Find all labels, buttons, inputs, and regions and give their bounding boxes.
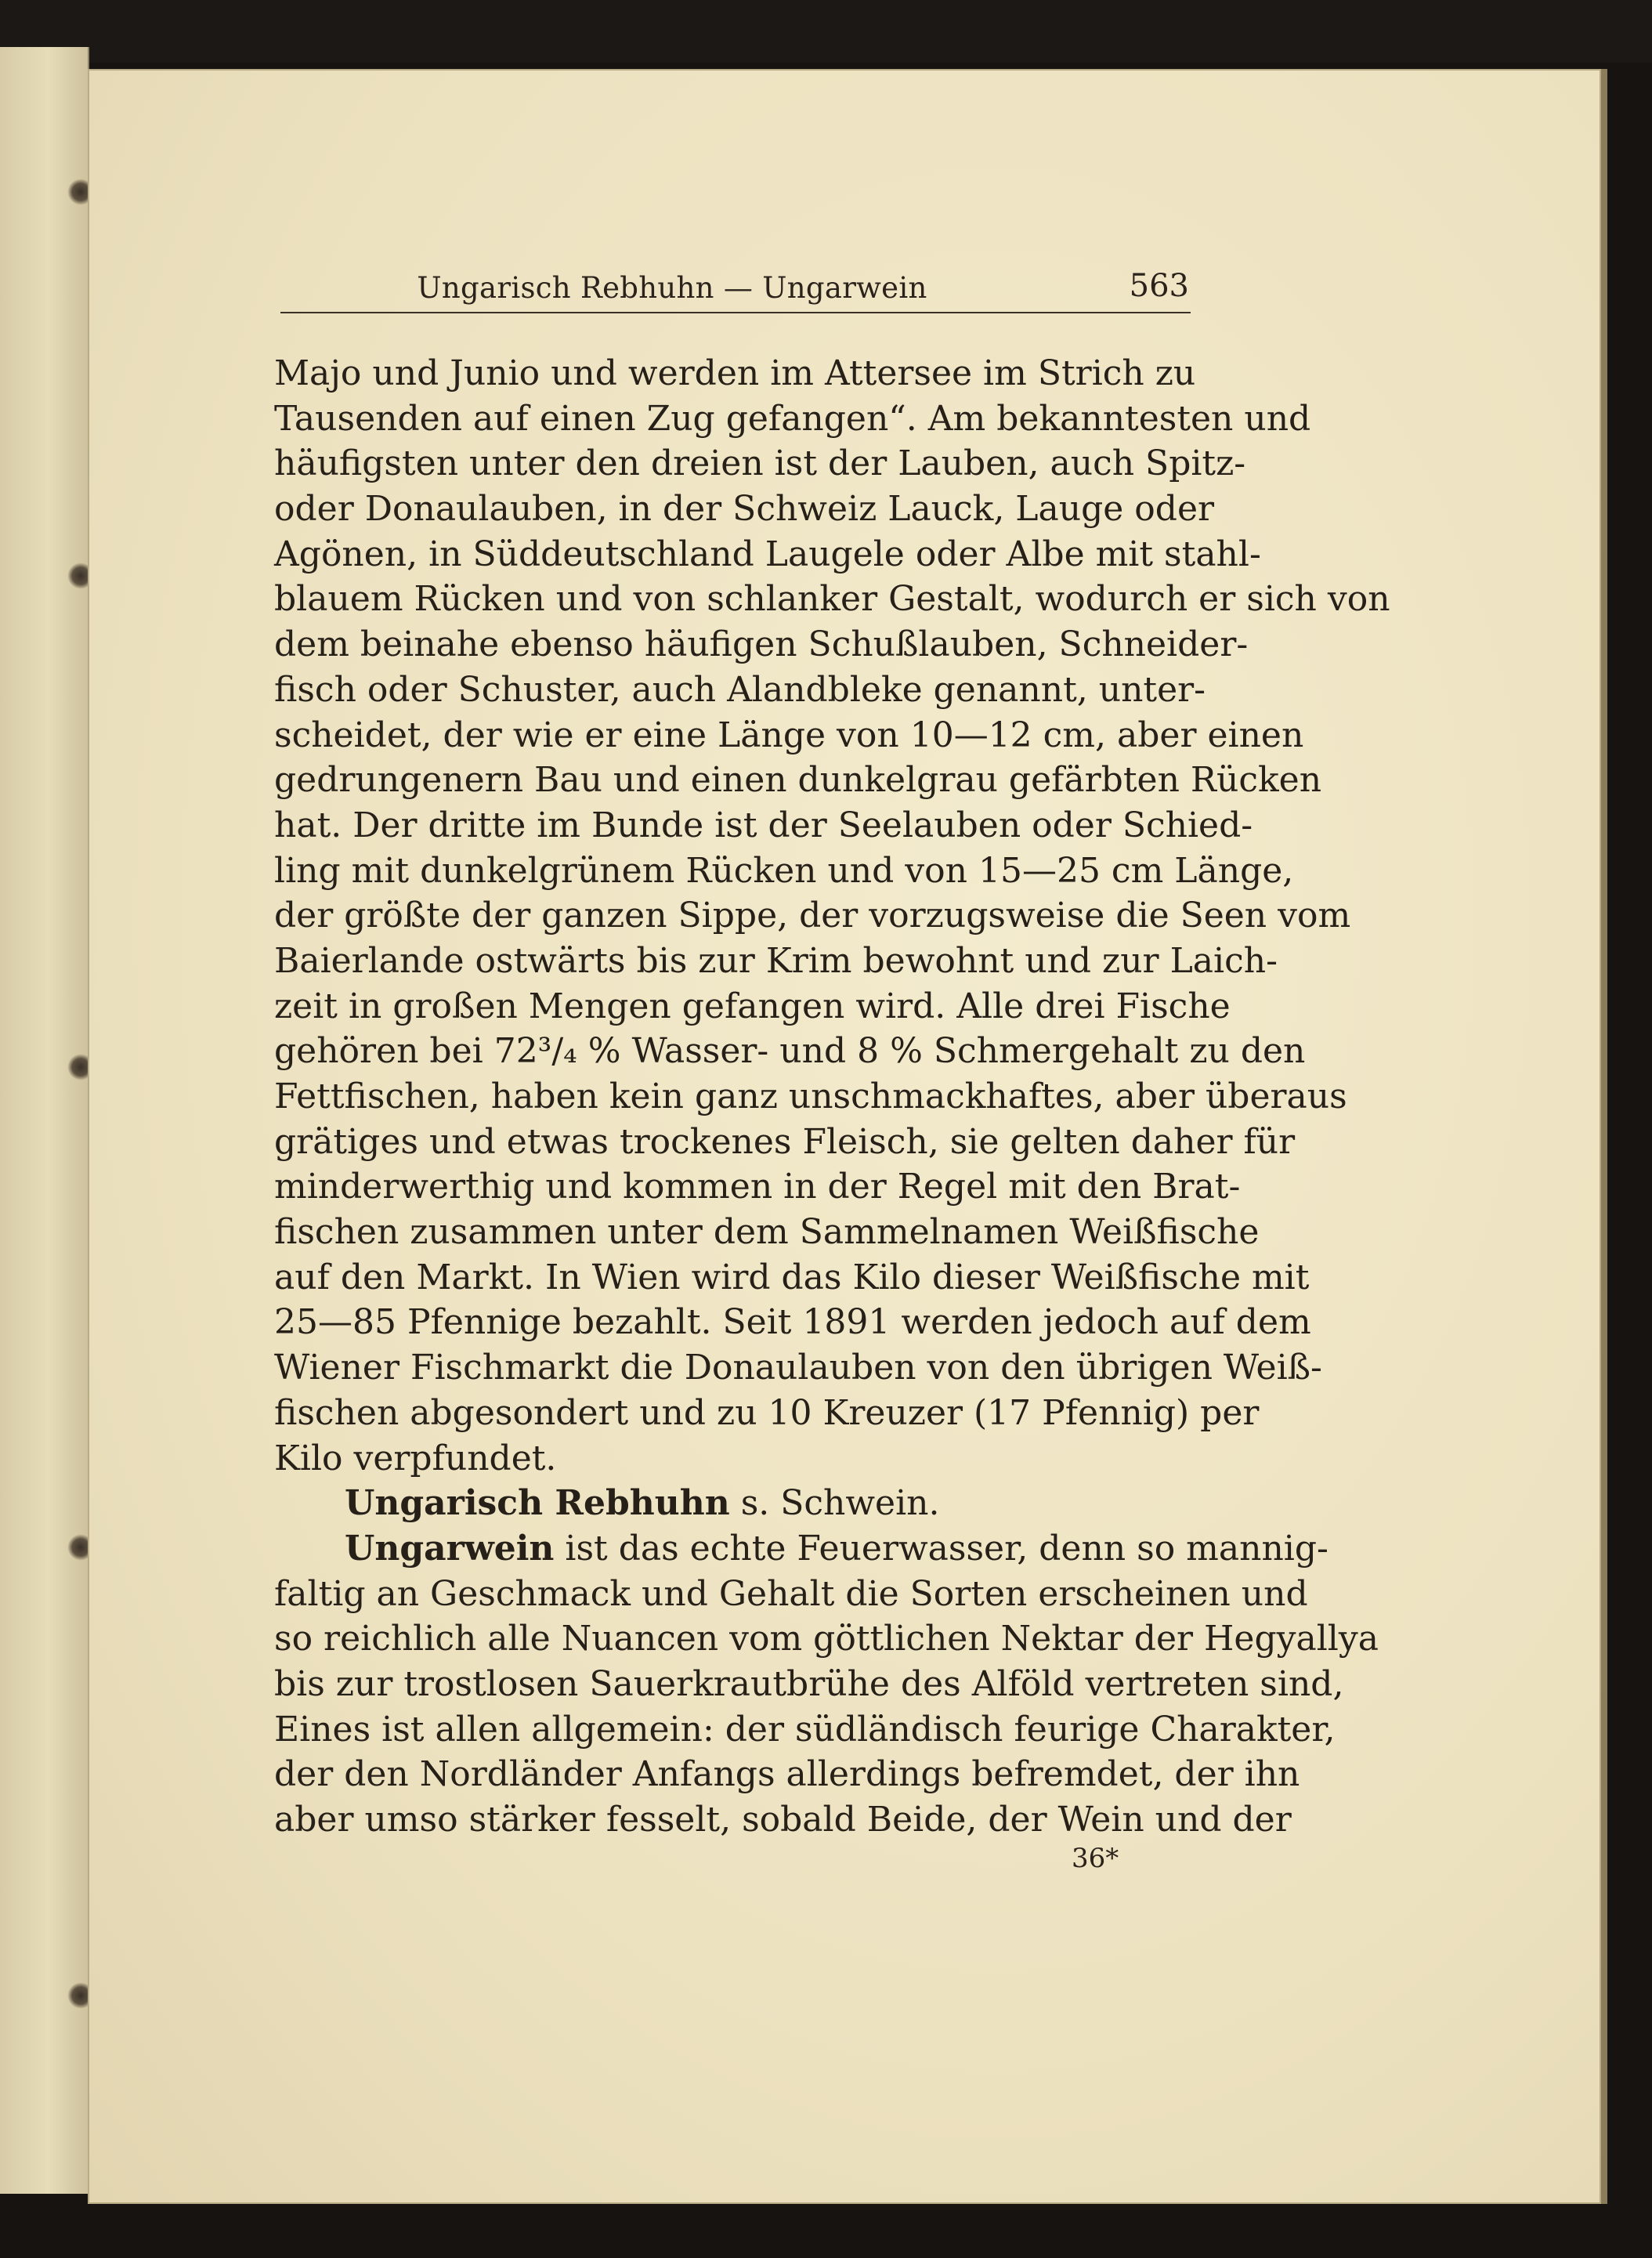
text-line: aber umso stärker fesselt, sobald Beide, der Wein und der	[274, 1800, 1292, 1840]
body-text	[274, 351, 1390, 1843]
text-line: der größte der ganzen Sippe, der vorzugsweise die Seen vom	[274, 896, 1351, 936]
page-number: 563	[1129, 268, 1189, 304]
signature-mark: 36*	[1072, 1843, 1119, 1874]
text-line: Eines ist allen allgemein: der südländisch feurige Charakter,	[274, 1709, 1336, 1750]
entry-term: Ungarisch Rebhuhn	[345, 1483, 730, 1524]
text-line: grätiges und etwas trockenes Fleisch, sie gelten daher für	[274, 1121, 1296, 1162]
text-line: hat. Der dritte im Bunde ist der Seelauben oder Schied-	[274, 805, 1253, 845]
facing-page-edge	[0, 47, 89, 2194]
text-line: oder Donaulauben, in der Schweiz Lauck, Lauge oder	[274, 489, 1215, 530]
text-line: gehören bei 72³/₄ % Wasser- und 8 % Schmergehalt zu den	[274, 1031, 1306, 1072]
page-header	[280, 263, 1191, 313]
text-line: faltig an Geschmack und Gehalt die Sorten erscheinen und	[274, 1573, 1308, 1614]
text-line: Tausenden auf einen Zug gefangen“. Am bekanntesten und	[274, 398, 1311, 439]
text-line: ling mit dunkelgrünem Rücken und von 15—25 cm Länge,	[274, 850, 1294, 891]
text-line: Agönen, in Süddeutschland Laugele oder Albe mit stahl-	[274, 534, 1261, 574]
text-line: fisch oder Schuster, auch Alandbleke genannt, unter-	[274, 669, 1206, 710]
text-line: Wiener Fischmarkt die Donaulauben von den übrigen Weiß-	[274, 1348, 1322, 1388]
text-line: häufigsten unter den dreien ist der Lauben, auch Spitz-	[274, 443, 1246, 484]
page-edge	[1601, 69, 1607, 2204]
entry-term: Ungarwein	[345, 1528, 555, 1569]
entry-text: ist das echte Feuerwasser, denn so mannig-	[554, 1528, 1328, 1569]
entry-text: s. Schwein.	[729, 1483, 940, 1524]
text-line: zeit in großen Mengen gefangen wird. Alle drei Fische	[274, 986, 1231, 1026]
text-line: auf den Markt. In Wien wird das Kilo dieser Weißfische mit	[274, 1257, 1310, 1297]
text-line: fischen zusammen unter dem Sammelnamen Weißfische	[274, 1212, 1260, 1253]
text-line: Majo und Junio und werden im Attersee im Strich zu	[274, 353, 1196, 393]
text-line: bis zur trostlosen Sauerkrautbrühe des Alföld vertreten sind,	[274, 1663, 1344, 1704]
running-head: Ungarisch Rebhuhn — Ungarwein	[417, 271, 927, 305]
text-line: so reichlich alle Nuancen vom göttlichen Nektar der Hegyallya	[274, 1619, 1379, 1659]
text-line: scheidet, der wie er eine Länge von 10—12 cm, aber einen	[274, 715, 1304, 755]
text-line: der den Nordländer Anfangs allerdings befremdet, der ihn	[274, 1754, 1300, 1795]
text-line: gedrungenern Bau und einen dunkelgrau gefärbten Rücken	[274, 760, 1322, 801]
entry-ungarwein	[274, 1526, 1328, 1572]
text-line: dem beinahe ebenso häufigen Schußlauben, Schneider-	[274, 624, 1249, 665]
text-line: minderwerthig und kommen in der Regel mit den Brat-	[274, 1167, 1241, 1207]
entry-ungarisch-rebhuhn	[274, 1481, 1192, 1526]
text-line: blauem Rücken und von schlanker Gestalt, wodurch er sich von	[274, 579, 1390, 620]
scan-background	[0, 0, 1652, 63]
text-line: Kilo verpfundet.	[274, 1438, 557, 1478]
text-line: fischen abgesondert und zu 10 Kreuzer (17 Pfennig) per	[274, 1392, 1260, 1433]
text-line: Baierlande ostwärts bis zur Krim bewohnt und zur Laich-	[274, 940, 1278, 981]
text-line: Fettfischen, haben kein ganz unschmackhaftes, aber überaus	[274, 1077, 1347, 1116]
text-line: 25—85 Pfennige bezahlt. Seit 1891 werden jedoch auf dem	[274, 1302, 1311, 1343]
